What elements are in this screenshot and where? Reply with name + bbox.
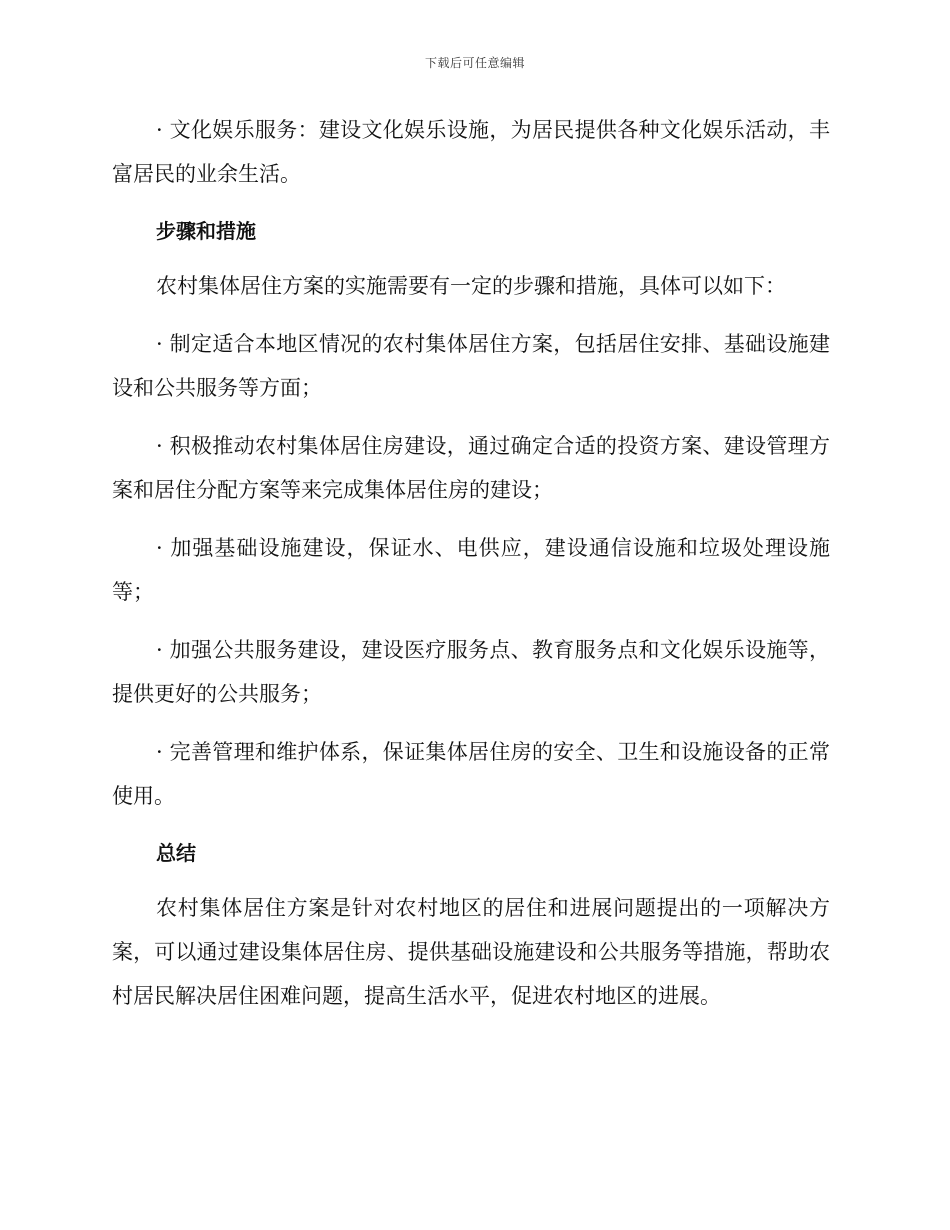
section-heading-steps: 步骤和措施 [156,219,256,243]
list-item-infrastructure: · 加强基础设施建设，保证水、电供应，建设通信设施和垃圾处理设施等； [112,536,830,604]
page-header-note: 下载后可任意编辑 [424,56,525,70]
paragraph-summary: 农村集体居住方案是针对农村地区的居住和进展问题提出的一项解决方案，可以通过建设集体居住房、提供基础设施建设和公共服务等措施，帮助农村居民解决居住困难问题，提高生活水平，促进农村地区的进展。 [112,896,830,1008]
list-item-promote-housing: · 积极推动农村集体居住房建设，通过确定合适的投资方案、建设管理方案和居住分配方案等来完成集体居住房的建设； [112,434,830,502]
list-item-management-system: · 完善管理和维护体系，保证集体居住房的安全、卫生和设施设备的正常使用。 [112,740,830,808]
list-item-public-services: · 加强公共服务建设，建设医疗服务点、教育服务点和文化娱乐设施等，提供更好的公共服务； [112,638,830,706]
document-body [112,108,830,1032]
paragraph-culture-entertainment: · 文化娱乐服务：建设文化娱乐设施，为居民提供各种文化娱乐活动，丰富居民的业余生活。 [112,118,830,186]
paragraph-steps-intro: 农村集体居住方案的实施需要有一定的步骤和措施，具体可以如下： [156,274,786,298]
section-heading-summary: 总结 [156,841,196,865]
list-item-formulate-plan: · 制定适合本地区情况的农村集体居住方案，包括居住安排、基础设施建设和公共服务等方面； [112,332,830,400]
